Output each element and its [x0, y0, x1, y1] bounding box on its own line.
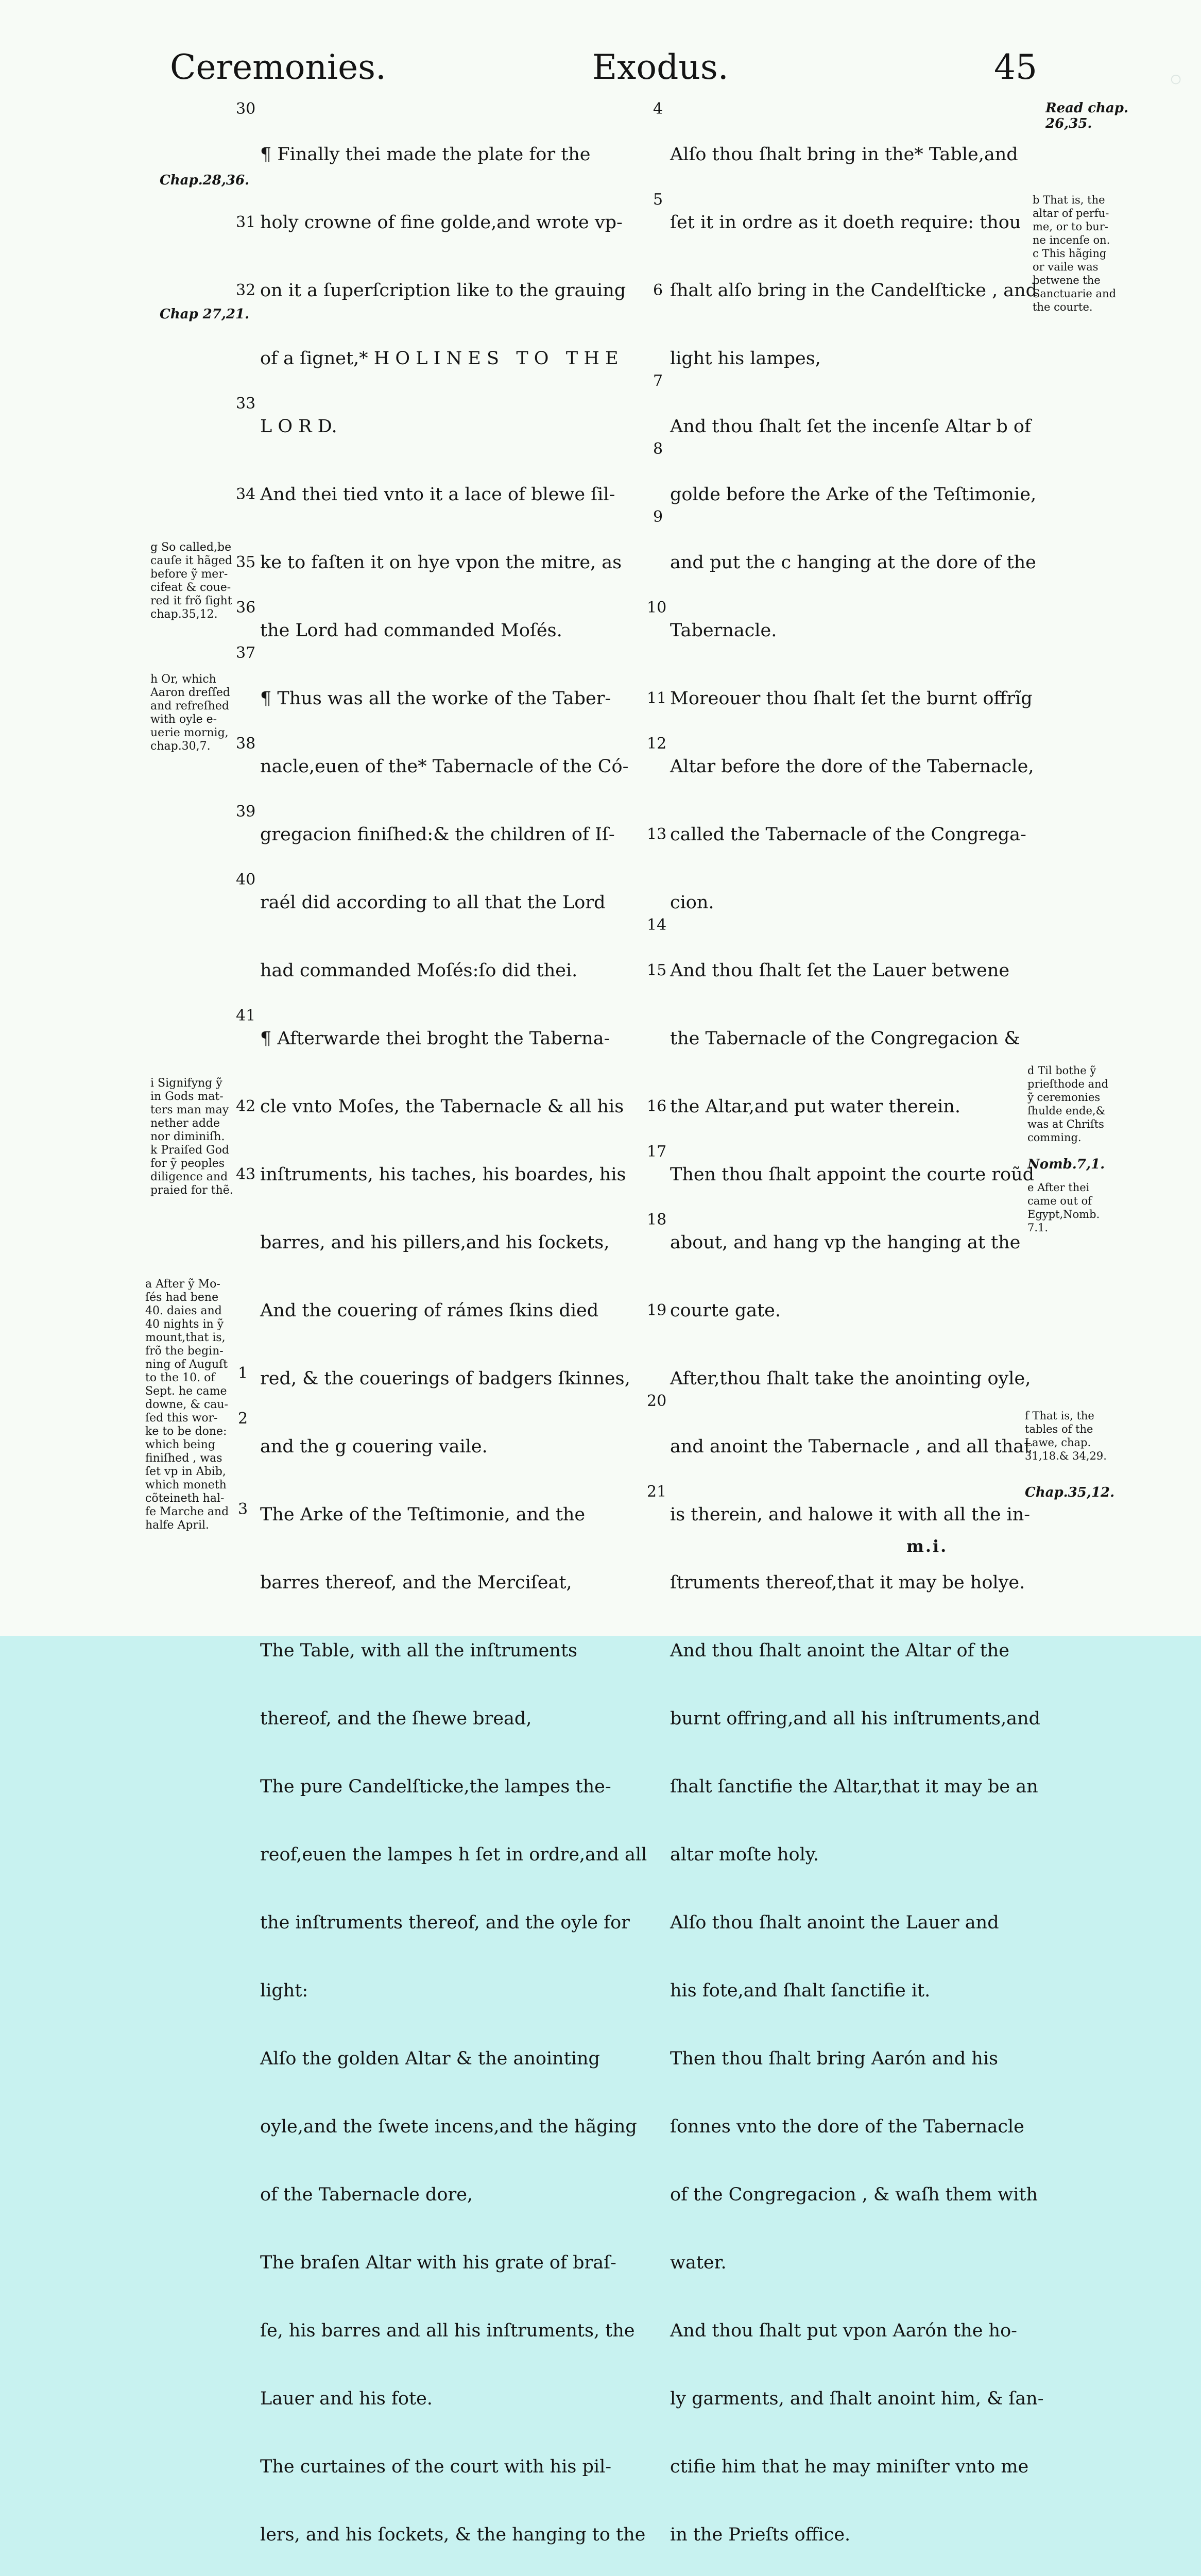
line: called the Tabernacle of the Congrega- [670, 824, 1026, 845]
verse-number: 16 [647, 1097, 667, 1115]
line: And thou ſhalt ſet the Lauer betwene [670, 960, 1010, 981]
line: ſonnes vnto the dore of the Tabernacle [670, 2116, 1024, 2137]
verse-number: 14 [647, 916, 667, 934]
line: Altar before the dore of the Tabernacle, [670, 756, 1034, 777]
line: Alſo thou ſhalt bring in the* Table,and [670, 144, 1018, 165]
line: courte gate. [670, 1300, 781, 1321]
line: Tabernacle. [670, 620, 777, 641]
line: The curtaines of the court with his pil- [260, 2456, 612, 2477]
line: golde before the Arke of the Teſtimonie, [670, 484, 1037, 505]
line: ke to faſten it on hye vpon the mitre, as [260, 552, 622, 573]
line: ly garments, and ſhalt anoint him, & ſan- [670, 2388, 1044, 2409]
line: The Arke of the Teſtimonie, and the [260, 1504, 586, 1525]
verse-number: 38 [236, 735, 256, 753]
line: ¶ Finally thei made the plate for the [260, 144, 591, 165]
verse-number: 18 [647, 1211, 667, 1229]
cross-reference: Nomb.7,1. [1027, 1157, 1105, 1172]
marginal-note: d Til bothe ỹ prieſthode and ỹ ceremonies ſhulde ende,& was at Chriſts comming. [1027, 1064, 1109, 1144]
line: the Tabernacle of the Congregacion & [670, 1028, 1020, 1049]
line: ſhalt alſo bring in the Candelſticke , and [670, 280, 1038, 301]
verse-number: 30 [236, 100, 256, 118]
verse-number: 8 [653, 440, 663, 458]
line: Moreouer thou ſhalt ſet the burnt offrĩg [670, 688, 1033, 709]
line: The braſen Altar with his grate of braſ- [260, 2252, 616, 2273]
line: of a ſignet,* H O L I N E S T O T H E [260, 348, 619, 369]
verse-number: 20 [647, 1392, 667, 1410]
line: And thou ſhalt put vpon Aarón the ho- [670, 2320, 1017, 2341]
verse-number: 37 [236, 644, 256, 662]
line: The pure Candelſticke,the lampes the- [260, 1776, 611, 1797]
line: oyle,and the ſwete incens,and the hãging [260, 2116, 637, 2137]
line: on it a ſuperſcription like to the grauing [260, 280, 626, 301]
cross-reference: Chap.35,12. [1025, 1485, 1115, 1500]
line: red, & the couerings of badgers ſkinnes, [260, 1368, 630, 1389]
verse-number: 36 [236, 599, 256, 617]
marginal-note: b That is, the altar of perfu- me, or to bur- ne incenſe on. c This hãging or vaile was betwene the Sanctuarie and the courte. [1033, 194, 1117, 313]
verse-number: 33 [236, 395, 256, 413]
line: barres, and his pillers,and his ſockets, [260, 1232, 610, 1253]
line: cle vnto Moſes, the Tabernacle & all his [260, 1096, 624, 1117]
verse-number: 41 [236, 1007, 256, 1025]
line: water. [670, 2252, 727, 2273]
marginal-note: e After thei came out of Egypt,Nomb. 7.1. [1027, 1181, 1100, 1234]
line: cion. [670, 892, 714, 913]
line: and anoint the Tabernacle , and all that [670, 1436, 1032, 1457]
cross-reference: Read chap. 26,35. [1045, 100, 1129, 131]
line: in the Prieſts office. [670, 2524, 851, 2545]
line: thereof, and the ſhewe bread, [260, 1708, 532, 1729]
line: his fote,and ſhalt ſanctifie it. [670, 1980, 931, 2001]
line: ¶ Thus was all the worke of the Taber- [260, 688, 611, 709]
marginal-note: f That is, the tables of the Lawe, chap. 31,18.& 34,29. [1025, 1410, 1107, 1462]
line: burnt offring,and all his inſtruments,and [670, 1708, 1040, 1729]
signature-mark: m.i. [906, 1536, 948, 1556]
verse-number: 9 [653, 508, 663, 526]
page-header [0, 47, 1201, 104]
line: After,thou ſhalt take the anointing oyle, [670, 1368, 1031, 1389]
line: holy crowne of fine golde,and wrote vp- [260, 212, 623, 233]
line: lers, and his ſockets, & the hanging to the [260, 2524, 646, 2545]
line: the Lord had commanded Moſés. [260, 620, 562, 641]
line: altar moſte holy. [670, 1844, 819, 1865]
verse-number: 6 [653, 281, 663, 299]
line: Lauer and his fote. [260, 2388, 433, 2409]
line: nacle,euen of the* Tabernacle of the Có- [260, 756, 629, 777]
verse-number: 12 [647, 735, 667, 753]
line: is therein, and halowe it with all the in- [670, 1504, 1031, 1525]
line: Then thou ſhalt appoint the courte roũd [670, 1164, 1035, 1185]
line: And thou ſhalt ſet the incenſe Altar b of [670, 416, 1031, 437]
line: ¶ Afterwarde thei broght the Taberna- [260, 1028, 610, 1049]
line: gregacion finiſhed:& the children of Iſ- [260, 824, 615, 845]
line: And thei tied vnto it a lace of blewe ſil- [260, 484, 615, 505]
line: ſhalt ſanctifie the Altar,that it may be an [670, 1776, 1038, 1797]
line: about, and hang vp the hanging at the [670, 1232, 1021, 1253]
line: raél did according to all that the Lord [260, 892, 606, 913]
line: ſtruments thereof,that it may be holye. [670, 1572, 1025, 1593]
verse-number: 43 [236, 1165, 256, 1183]
verse-number: 17 [647, 1143, 667, 1161]
left-text-column [260, 98, 647, 2576]
bleed-through: ◦ [1166, 62, 1186, 100]
marginal-note: g So called,be cauſe it hãged before ỹ mer- cifeat & coue- red it frõ ſight chap.35,12. [150, 541, 233, 621]
line: Then thou ſhalt bring Aarón and his [670, 2048, 999, 2069]
line: Alſo the golden Altar & the anointing [260, 2048, 600, 2069]
verse-number: 32 [236, 281, 256, 299]
cross-reference: Chap.28,36. [160, 173, 250, 188]
verse-number: 15 [647, 961, 667, 979]
line: light: [260, 1980, 308, 2001]
line: The Table, with all the inſtruments [260, 1640, 577, 1661]
line: light his lampes, [670, 348, 821, 369]
line: And thou ſhalt anoint the Altar of the [670, 1640, 1010, 1661]
running-head-center: Exodus. [592, 47, 729, 87]
line: ctifie him that he may miniſter vnto me [670, 2456, 1029, 2477]
verse-number: 31 [236, 213, 256, 231]
verse-number: 34 [236, 485, 256, 503]
line: ſet it in ordre as it doeth require: thou [670, 212, 1021, 233]
verse-number: 5 [653, 191, 663, 209]
verse-number: 40 [236, 871, 256, 889]
marginal-note: i Signifyng ỹ in Gods mat- ters man may nether adde nor diminiſh. k Praiſed God for ỹ peoples diligence and praied for thẽ. [150, 1077, 233, 1197]
verse-number: 7 [653, 372, 663, 390]
line: of the Tabernacle dore, [260, 2184, 473, 2205]
verse-number: 35 [236, 553, 256, 571]
verse-number: 13 [647, 825, 667, 843]
line: and put the c hanging at the dore of the [670, 552, 1036, 573]
line: the inſtruments thereof, and the oyle for [260, 1912, 630, 1933]
verse-number: 1 [238, 1364, 248, 1382]
verse-number: 39 [236, 803, 256, 821]
line: Alſo thou ſhalt anoint the Lauer and [670, 1912, 999, 1933]
line: the Altar,and put water therein. [670, 1096, 961, 1117]
line: inſtruments, his taches, his boardes, his [260, 1164, 626, 1185]
line: had commanded Moſés:ſo did thei. [260, 960, 578, 981]
line: And the couering of rámes ſkins died [260, 1300, 599, 1321]
verse-number: 2 [238, 1410, 248, 1428]
verse-number: 10 [647, 599, 667, 617]
verse-number: 42 [236, 1097, 256, 1115]
line: L O R D. [260, 416, 337, 437]
line: and the g couering vaile. [260, 1436, 488, 1457]
page-number: 45 [994, 47, 1037, 87]
marginal-note: h Or, which Aaron dreſſed and refreſhed with oyle e- uerie mornig, chap.30,7. [150, 673, 230, 753]
marginal-note: a After ỹ Mo- ſés had bene 40. daies and 40 nights in ỹ mount,that is, frõ the begin- ning of Auguſt to the 10. of Sept. he came downe, & cau- ſed this wor- ke to be done: which being finiſhed , was ſet vp in Abib, which moneth cõteineth hal- fe Marche and halfe April. [145, 1278, 229, 1532]
verse-number: 4 [653, 100, 663, 118]
verse-number: 3 [238, 1500, 248, 1518]
verse-number: 11 [647, 689, 667, 707]
line: barres thereof, and the Merciſeat, [260, 1572, 572, 1593]
line: of the Congregacion , & waſh them with [670, 2184, 1038, 2205]
running-head-left: Ceremonies. [170, 47, 387, 87]
line: ſe, his barres and all his inſtruments, the [260, 2320, 635, 2341]
cross-reference: Chap 27,21. [160, 307, 250, 322]
right-text-column [651, 98, 1044, 2576]
verse-number: 19 [647, 1301, 667, 1319]
line: reof,euen the lampes h ſet in ordre,and all [260, 1844, 647, 1865]
verse-number: 21 [647, 1483, 667, 1501]
